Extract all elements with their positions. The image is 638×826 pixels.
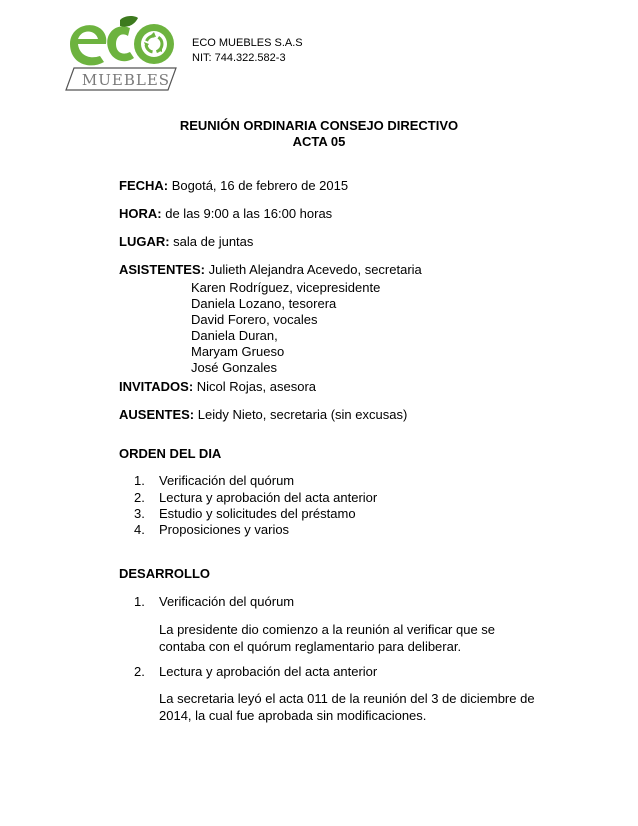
document-subtitle: ACTA 05 (292, 134, 346, 149)
orden-heading: ORDEN DEL DIA (119, 446, 222, 461)
hora-line (119, 206, 332, 222)
asistente-item: David Forero, vocales (191, 312, 318, 327)
asistentes-first: Julieth Alejandra Acevedo, secretaria (208, 262, 422, 277)
orden-item-number: 2. (134, 490, 145, 505)
ausentes-label: AUSENTES: (119, 407, 195, 422)
logo-banner-text: MUEBLES (81, 71, 171, 89)
ausentes-line (119, 407, 407, 423)
company-name: ECO MUEBLES S.A.S (192, 37, 303, 49)
orden-item-text: Verificación del quórum (159, 473, 295, 488)
desarrollo-item-paragraph: La presidente dio comienzo a la reunión al verificar que se contaba con el quórum reglamentario para deliberar. (159, 622, 496, 654)
fecha-label: FECHA: (119, 178, 169, 193)
asistentes-label: ASISTENTES: (119, 262, 205, 277)
desarrollo-item-number: 1. (134, 594, 145, 609)
lugar-value: sala de juntas (173, 234, 254, 249)
company-nit: NIT: 744.322.582-3 (192, 52, 286, 64)
invitados-label: INVITADOS: (119, 379, 194, 394)
lugar-line (119, 234, 253, 250)
lugar-label: LUGAR: (119, 234, 170, 249)
asistente-item: José Gonzales (191, 360, 277, 375)
document-title: REUNIÓN ORDINARIA CONSEJO DIRECTIVO (179, 118, 459, 133)
orden-item-number: 4. (134, 522, 145, 537)
orden-item-number: 1. (134, 473, 145, 488)
orden-item-text: Lectura y aprobación del acta anterior (159, 490, 378, 505)
asistente-item: Karen Rodríguez, vicepresidente (191, 280, 381, 295)
fecha-value: Bogotá, 16 de febrero de 2015 (171, 178, 349, 193)
desarrollo-item-title: Verificación del quórum (159, 594, 295, 609)
asistente-item: Daniela Duran, (191, 328, 278, 343)
invitados-value: Nicol Rojas, asesora (196, 379, 316, 394)
desarrollo-heading: DESARROLLO (119, 566, 210, 581)
invitados-line (119, 379, 316, 395)
orden-item-text: Estudio y solicitudes del préstamo (159, 506, 356, 521)
ausentes-value: Leidy Nieto, secretaria (sin excusas) (197, 407, 408, 422)
desarrollo-item-title: Lectura y aprobación del acta anterior (159, 664, 378, 679)
hora-label: HORA: (119, 206, 162, 221)
orden-item-text: Proposiciones y varios (159, 522, 290, 537)
orden-item-number: 3. (134, 506, 145, 521)
hora-value: de las 9:00 a las 16:00 horas (165, 206, 333, 221)
desarrollo-item-paragraph: La secretaria leyó el acta 011 de la reunión del 3 de diciembre de 2014, la cual fue aprobada sin modificaciones. (159, 691, 535, 723)
company-info (192, 36, 303, 66)
asistente-item: Maryam Grueso (191, 344, 285, 359)
desarrollo-item-number: 2. (134, 664, 145, 679)
fecha-line (119, 178, 348, 194)
asistente-item: Daniela Lozano, tesorera (191, 296, 337, 311)
asistentes-line (119, 262, 422, 278)
